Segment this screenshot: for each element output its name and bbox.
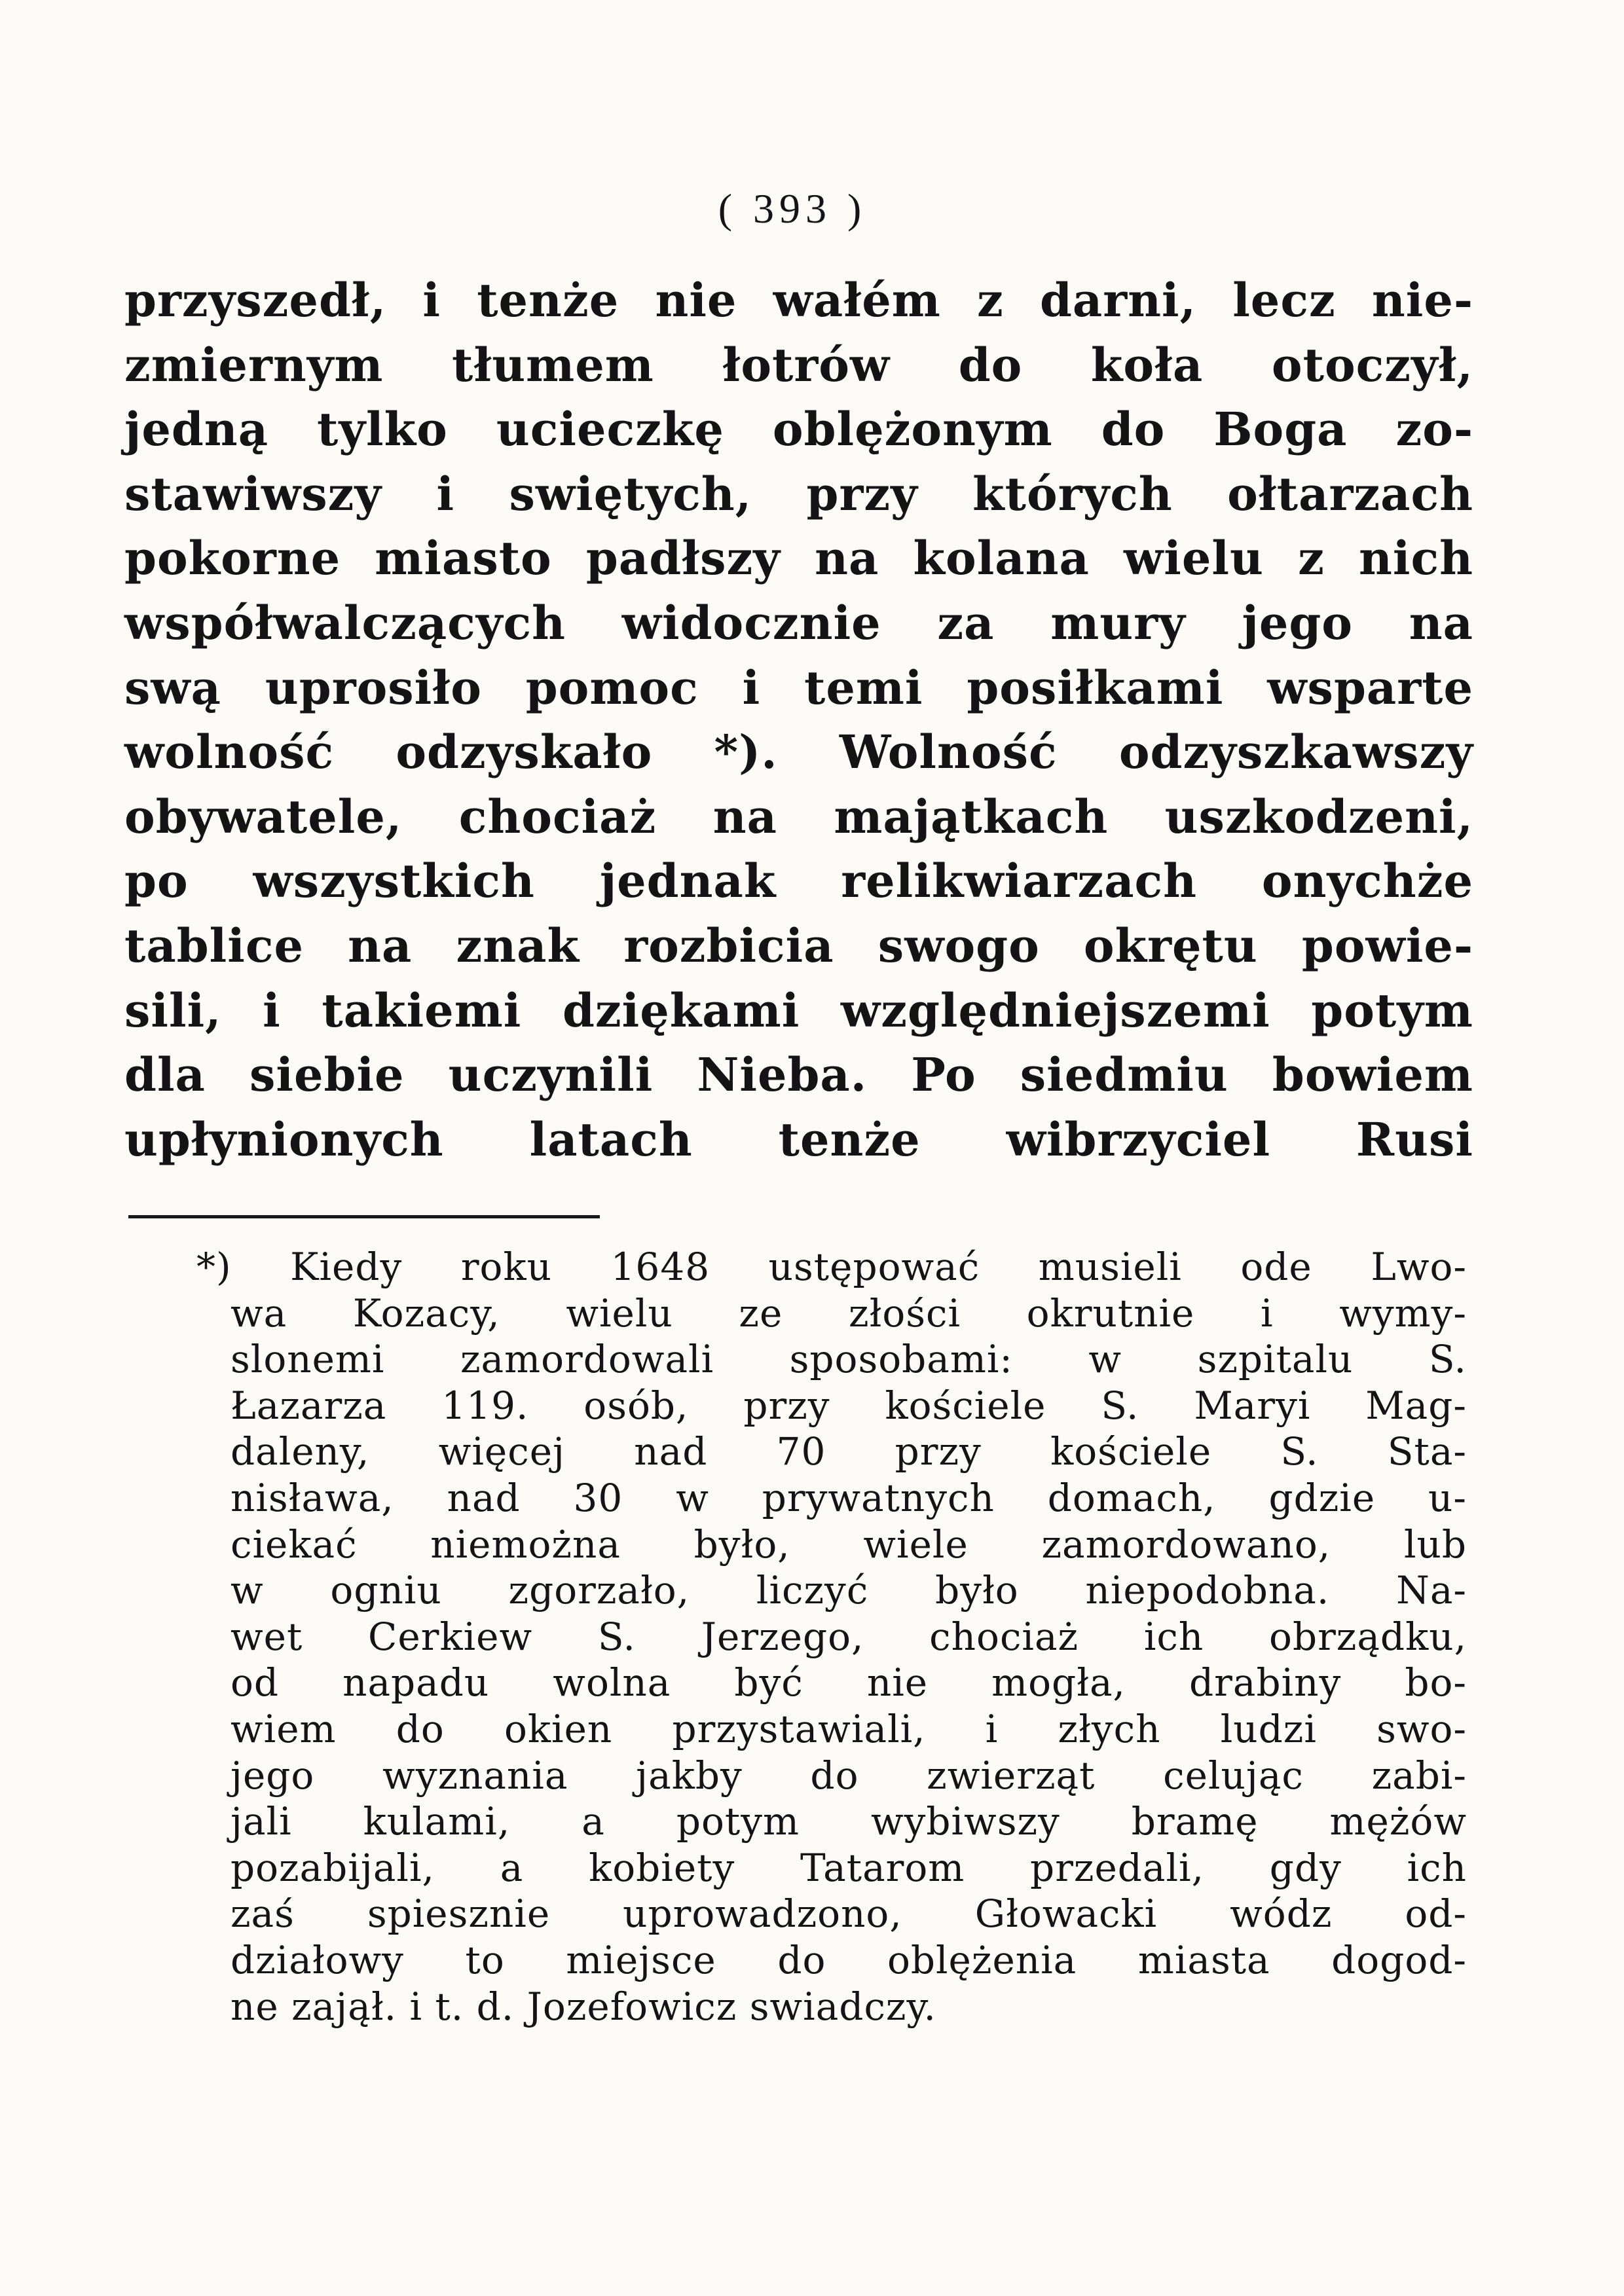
footnote-line: pozabijali, a kobiety Tatarom przedali, gdy ich [231, 1845, 1467, 1890]
main-text-line: wolność odzyskało *). Wolność odzyszkawszy [124, 725, 1473, 780]
footnote-line: jego wyznania jakby do zwierząt celując zabi- [231, 1753, 1467, 1798]
footnote-line: wiem do okien przystawiali, i złych ludzi swo- [231, 1706, 1467, 1751]
footnote-line: wa Kozacy, wielu ze złości okrutnie i wymy- [231, 1290, 1467, 1336]
main-text-line: stawiwszy i swiętych, przy których ołtarzach [124, 466, 1473, 521]
main-text-line: jedną tylko ucieczkę oblężonym do Boga zo- [124, 402, 1473, 457]
footnote-line: działowy to miejsce do oblężenia miasta dogod- [231, 1937, 1467, 1982]
main-text-block [124, 268, 1473, 1172]
footnote-line: zaś spiesznie uprowadzono, Głowacki wódz od- [231, 1891, 1467, 1937]
main-text-line: dla siebie uczynili Nieba. Po siedmiu bowiem [124, 1048, 1473, 1102]
main-text-line: przyszedł, i tenże nie wałém z darni, lecz nie- [124, 273, 1473, 327]
footnote-line: jali kulami, a potym wybiwszy bramę mężów [231, 1799, 1467, 1844]
footnote-line: slonemi zamordowali sposobami: w szpitalu S. [231, 1337, 1467, 1382]
main-text-line: po wszystkich jednak relikwiarzach onychże [124, 854, 1473, 909]
footnote-line: ciekać niemożna było, wiele zamordowano, lub [231, 1522, 1467, 1567]
main-text-line: zmiernym tłumem łotrów do koła otoczył, [124, 337, 1473, 392]
main-text-line: upłynionych latach tenże wibrzyciel Rusi [124, 1112, 1473, 1167]
main-text-line: tablice na znak rozbicia swogo okrętu powie- [124, 918, 1473, 973]
main-text-line: współwalczących widocznie za mury jego na [124, 595, 1473, 650]
footnote-line: *) Kiedy roku 1648 ustępować musieli ode Lwo- [196, 1245, 1467, 1289]
main-text-line: obywatele, chociaż na majątkach uszkodzeni, [124, 789, 1473, 844]
footnote-line: wet Cerkiew S. Jerzego, chociaż ich obrządku, [231, 1614, 1467, 1659]
footnote-line: daleny, więcej nad 70 przy kościele S. Sta- [231, 1429, 1467, 1474]
main-text-line: pokorne miasto padłszy na kolana wielu z nich [124, 531, 1473, 586]
main-text-line: swą uprosiło pomoc i temi posiłkami wsparte [124, 660, 1473, 715]
footnote-line: nisława, nad 30 w prywatnych domach, gdzie u- [231, 1475, 1467, 1520]
footnote-block [196, 1244, 1467, 2030]
footnote-line: Łazarza 119. osób, przy kościele S. Maryi Mag- [231, 1383, 1467, 1428]
footnote-line: ne zajął. i t. d. Jozefowicz swiadczy. [231, 1984, 936, 2029]
footnote-rule [128, 1215, 600, 1218]
footnote-line: od napadu wolna być nie mogła, drabiny bo- [231, 1660, 1467, 1705]
page-number: ( 393 ) [718, 185, 867, 232]
main-text-line: sili, i takiemi dziękami względniejszemi potym [124, 983, 1473, 1038]
footnote-line: w ogniu zgorzało, liczyć było niepodobna. Na- [231, 1568, 1467, 1613]
